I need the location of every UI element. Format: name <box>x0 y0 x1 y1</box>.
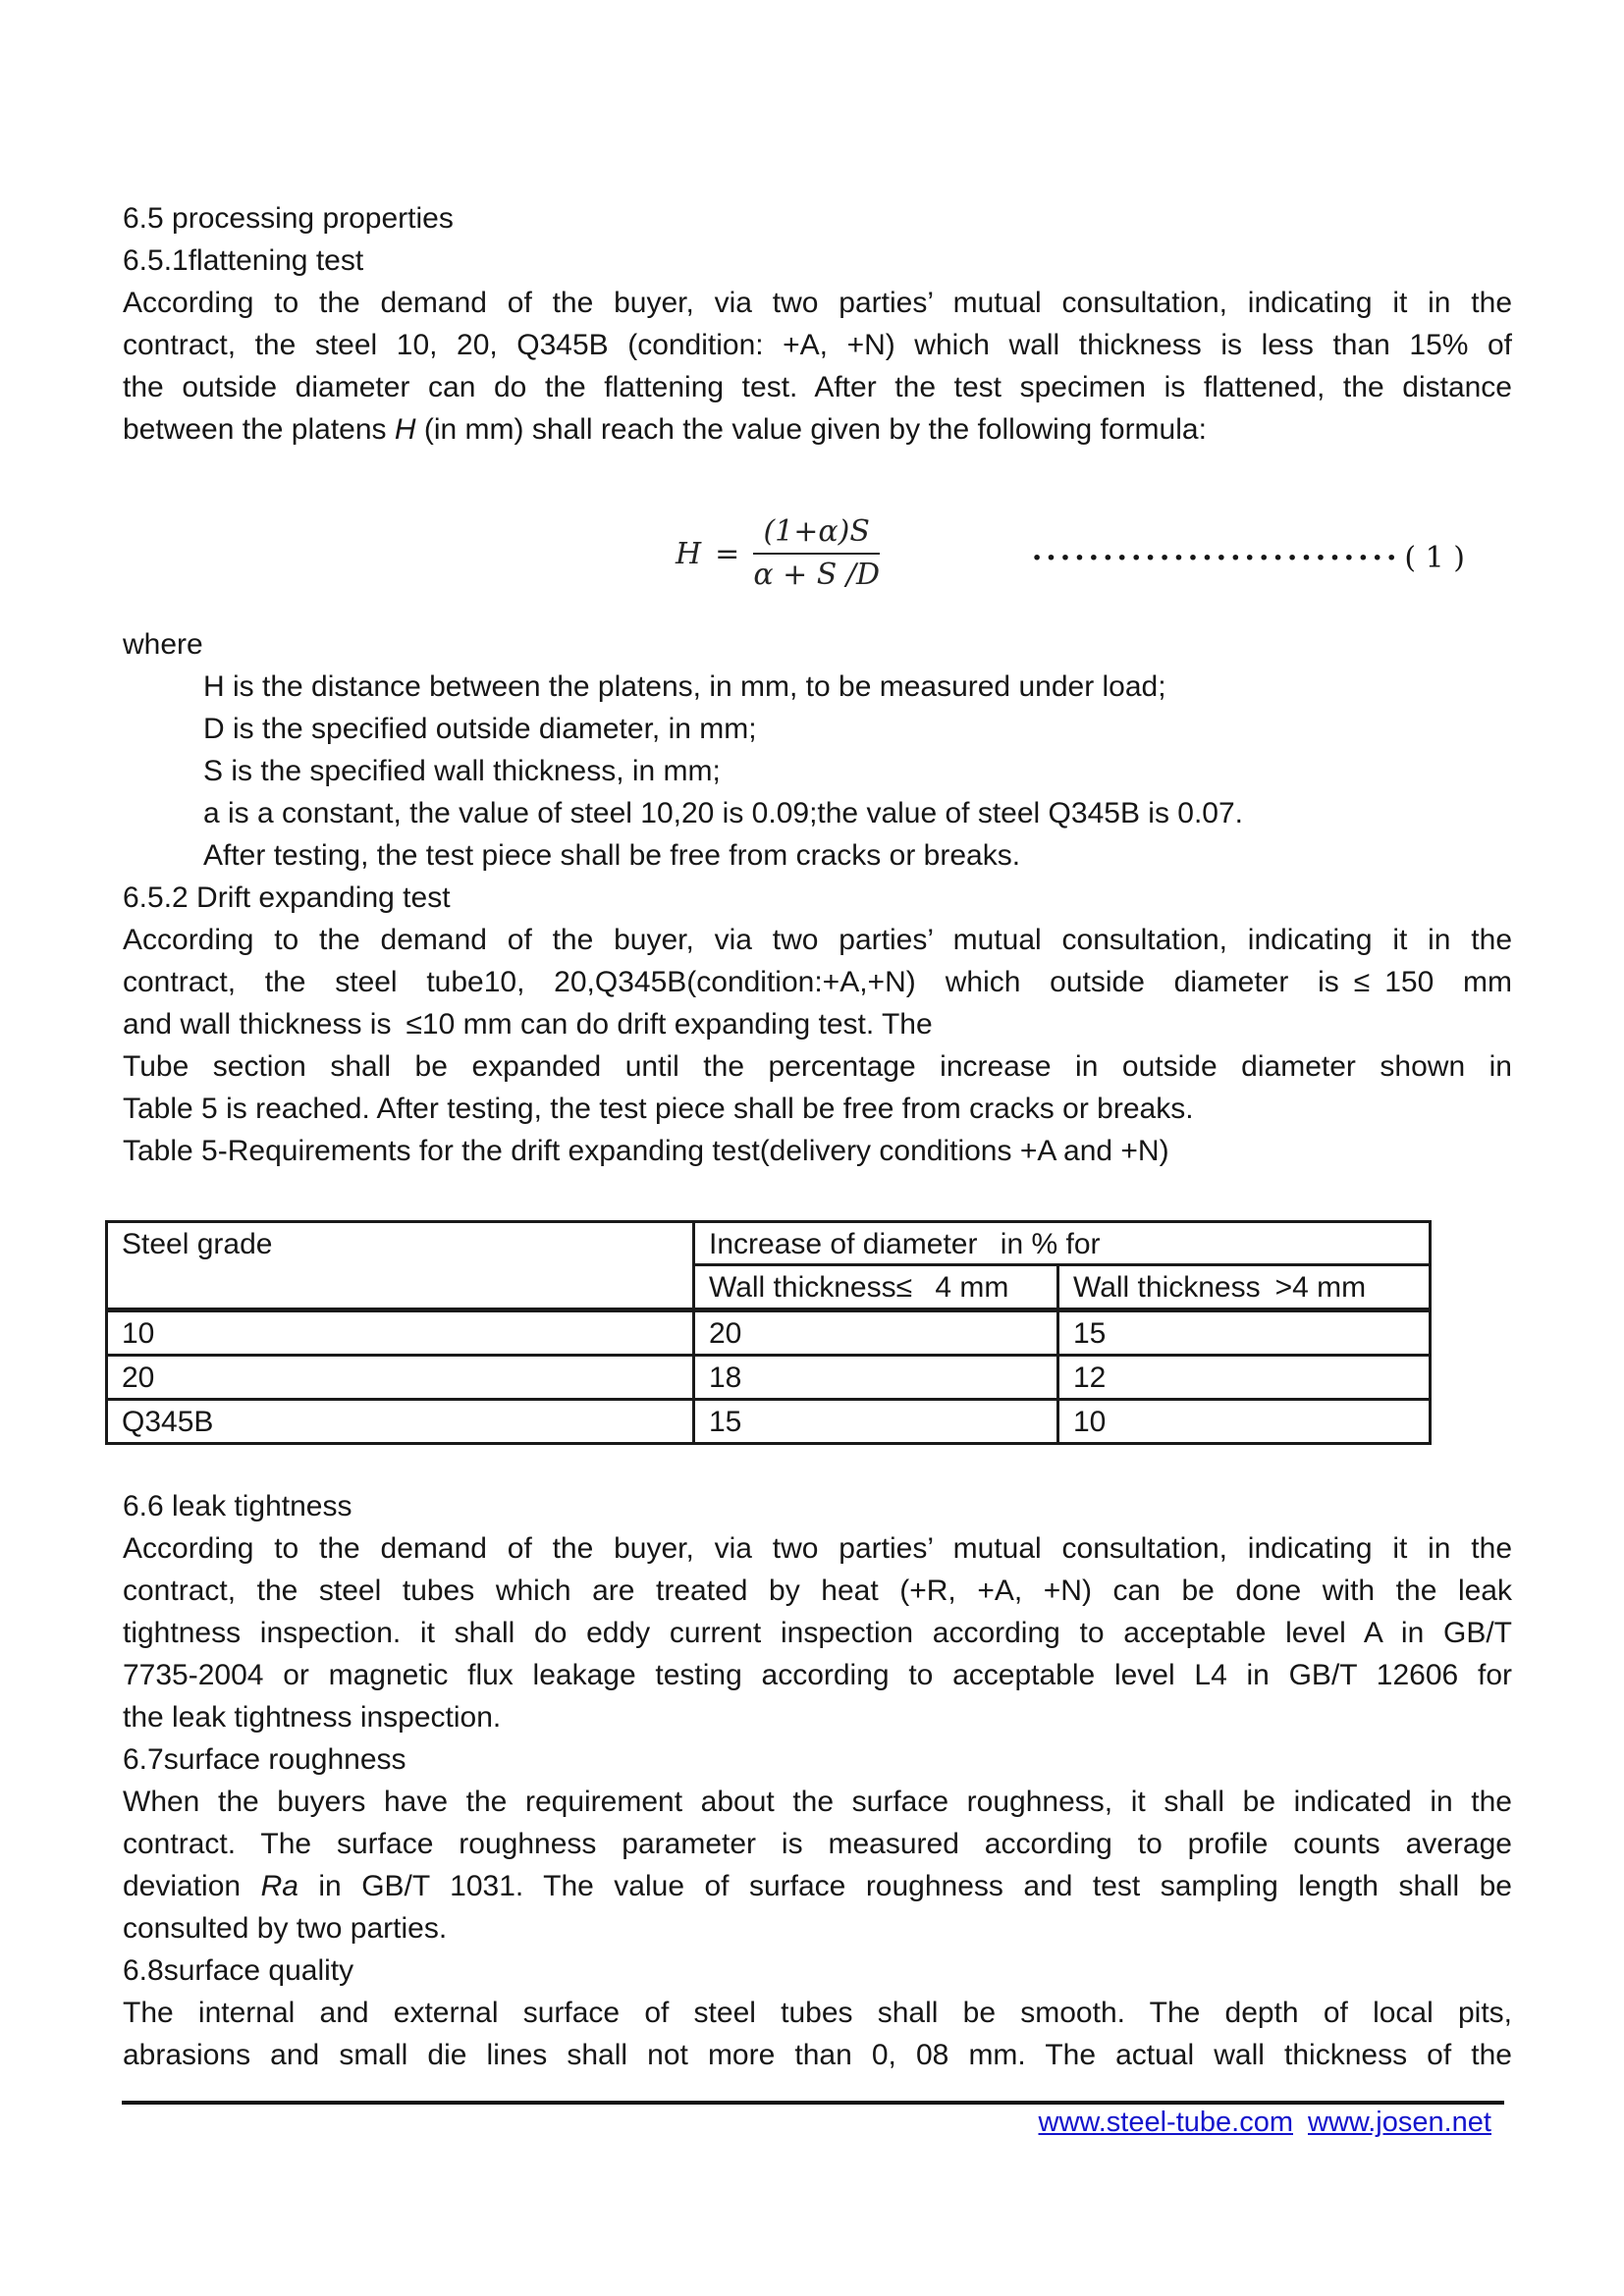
table-header-row-1 <box>107 1222 1431 1265</box>
formula-1 <box>123 496 1512 628</box>
fraction <box>753 515 880 592</box>
formula-number: ( 1 ) <box>1404 541 1465 575</box>
link-steel-tube[interactable]: www.steel-tube.com <box>1038 2107 1293 2138</box>
table-cell-wall-le4: Wall thickness≤ 4 mm <box>694 1265 1058 1310</box>
paragraph-line: According to the demand of the buyer, via two parties’ mutual consultation, indicating it in the <box>123 924 1512 956</box>
formula-lhs: H <box>676 536 702 571</box>
table-row <box>107 1310 1431 1356</box>
paragraph-line: abrasions and small die lines shall not more than 0, 08 mm. The actual wall thickness of the <box>123 2039 1512 2071</box>
paragraph-line: consulted by two parties. <box>123 1912 448 1945</box>
heading-6-6: 6.6 leak tightness <box>123 1490 352 1522</box>
section-6-5 <box>123 197 1512 451</box>
table-cell: 20 <box>107 1356 694 1400</box>
section-where-and-6-5-2 <box>123 623 1512 1172</box>
paragraph-line: The internal and external surface of steel tubes shall be smooth. The depth of local pits, <box>123 1997 1512 2029</box>
fraction-numerator: (1+α)S <box>753 515 880 555</box>
definition-line: H is the distance between the platens, in mm, to be measured under load; <box>203 670 1166 703</box>
paragraph-text: between the platens <box>123 413 395 446</box>
paragraph-text: (in mm) shall reach the value given by the following formula: <box>415 413 1207 446</box>
paragraph-text: in GB/T 1031. The value of surface roughness and test sampling length shall be <box>298 1870 1512 1902</box>
paragraph-line: and wall thickness is ≤10 mm can do drift expanding test. The <box>123 1008 933 1041</box>
heading-6-7: 6.7surface roughness <box>123 1743 406 1776</box>
table-cell: 20 <box>694 1310 1058 1356</box>
table-row <box>107 1356 1431 1400</box>
table-cell: 10 <box>1058 1400 1431 1444</box>
paragraph-line: contract, the steel 10, 20, Q345B (condition: +A, +N) which wall thickness is less than 15% of <box>123 329 1512 361</box>
paragraph-text: deviation <box>123 1870 261 1902</box>
table-cell-increase-header: Increase of diameter in % for <box>694 1222 1431 1265</box>
paragraph-line: contract, the steel tube10, 20,Q345B(condition:+A,+N) which outside diameter is ≤ 150 mm <box>123 966 1512 998</box>
footer-links <box>1039 2107 1492 2138</box>
variable-H: H <box>394 413 416 446</box>
paragraph-line <box>123 408 1512 451</box>
table-5 <box>105 1220 1432 1445</box>
footer-divider <box>122 2101 1504 2105</box>
table-row <box>107 1400 1431 1444</box>
table-cell: 18 <box>694 1356 1058 1400</box>
link-josen[interactable]: www.josen.net <box>1308 2107 1491 2138</box>
paragraph-line: According to the demand of the buyer, via two parties’ mutual consultation, indicating it in the <box>123 287 1512 319</box>
table-cell: 15 <box>694 1400 1058 1444</box>
heading-6-5-2: 6.5.2 Drift expanding test <box>123 881 451 914</box>
table-cell: Q345B <box>107 1400 694 1444</box>
definition-line: a is a constant, the value of steel 10,20 is 0.09;the value of steel Q345B is 0.07. <box>203 797 1244 829</box>
paragraph-line <box>123 1865 1512 1907</box>
where-label: where <box>123 628 203 661</box>
definition-line: S is the specified wall thickness, in mm; <box>203 755 721 787</box>
paragraph-line: contract, the steel tubes which are treated by heat (+R, +A, +N) can be done with the leak <box>123 1575 1512 1607</box>
paragraph-line: Tube section shall be expanded until the percentage increase in outside diameter shown in <box>123 1050 1512 1083</box>
paragraph-line: contract. The surface roughness parameter is measured according to profile counts average <box>123 1828 1512 1860</box>
definition-line: D is the specified outside diameter, in mm; <box>203 713 757 745</box>
heading-6-5-1: 6.5.1flattening test <box>123 244 364 277</box>
paragraph-line: the leak tightness inspection. <box>123 1701 502 1734</box>
fraction-denominator: α + S /D <box>753 558 881 592</box>
paragraph-line: When the buyers have the requirement about the surface roughness, it shall be indicated in the <box>123 1786 1512 1818</box>
paragraph-line: tightness inspection. it shall do eddy current inspection according to acceptable level A in GB/T <box>123 1617 1512 1649</box>
variable-Ra: Ra <box>260 1870 298 1902</box>
paragraph-line: Table 5 is reached. After testing, the test piece shall be free from cracks or breaks. <box>123 1093 1194 1125</box>
table-5-caption: Table 5-Requirements for the drift expanding test(delivery conditions +A and +N) <box>123 1135 1169 1167</box>
paragraph-line: According to the demand of the buyer, via two parties’ mutual consultation, indicating it in the <box>123 1532 1512 1565</box>
equals-sign: = <box>715 536 740 571</box>
heading-6-5: 6.5 processing properties <box>123 202 454 235</box>
heading-6-8: 6.8surface quality <box>123 1954 354 1987</box>
section-6-6-to-6-8 <box>123 1485 1512 2076</box>
paragraph-line: 7735-2004 or magnetic flux leakage testing according to acceptable level L4 in GB/T 12606 for <box>123 1659 1512 1691</box>
formula-trailer <box>1032 537 1465 579</box>
paragraph-line: the outside diameter can do the flattening test. After the test specimen is flattened, the distance <box>123 371 1512 403</box>
table-cell-wall-gt4: Wall thickness >4 mm <box>1058 1265 1431 1310</box>
definition-line: After testing, the test piece shall be free from cracks or breaks. <box>203 839 1021 872</box>
table-cell: 15 <box>1058 1310 1431 1356</box>
formula-leader-dots: ·························· <box>1031 541 1401 575</box>
table-cell-steel-grade: Steel grade <box>107 1222 694 1310</box>
table-cell: 12 <box>1058 1356 1431 1400</box>
formula-equation <box>676 515 880 592</box>
table-cell: 10 <box>107 1310 694 1356</box>
